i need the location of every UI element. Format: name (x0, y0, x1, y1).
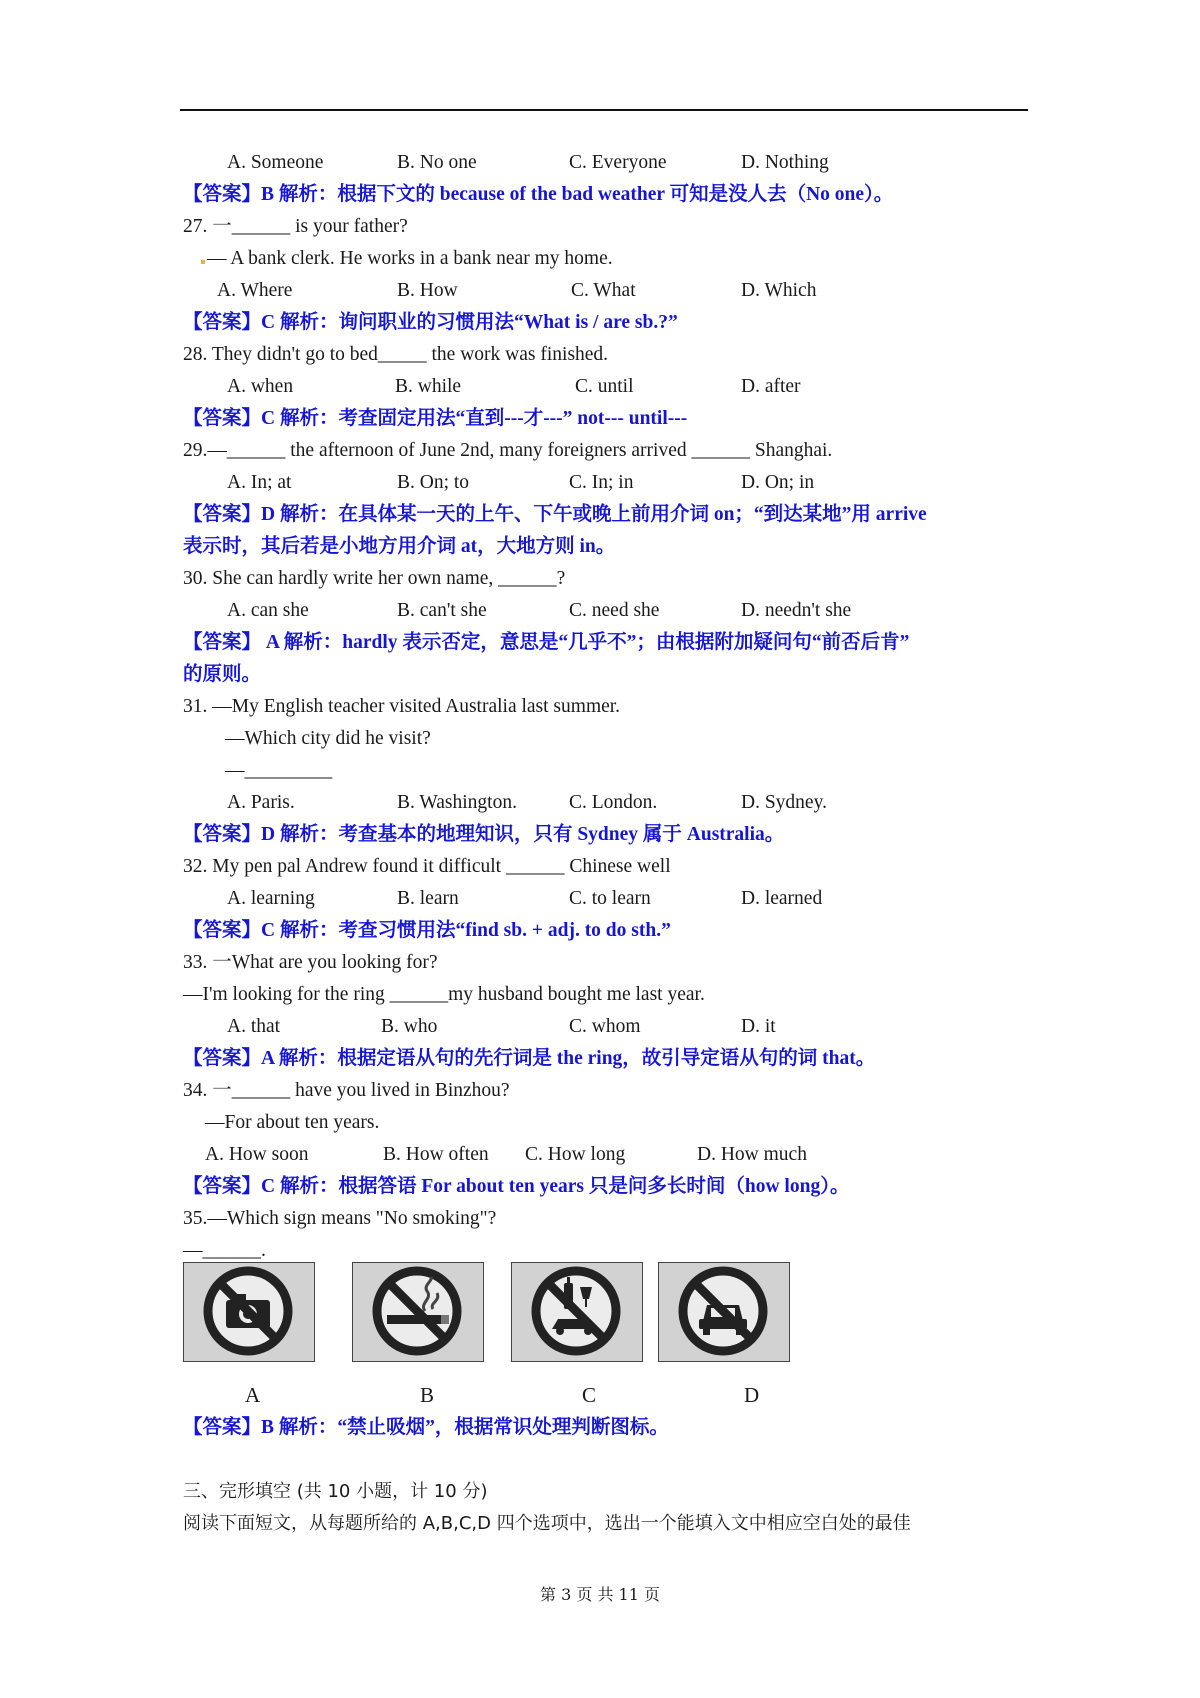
q33-option-d: D. it (741, 1016, 776, 1037)
q33-stem: 33. 一What are you looking for? (183, 952, 438, 973)
q31-option-d: D. Sydney. (741, 792, 827, 813)
q33-option-b: B. who (381, 1016, 438, 1037)
section3-heading: 三、完形填空 (共 10 小题，计 10 分) (183, 1481, 488, 1502)
q26-option-d: D. Nothing (741, 152, 829, 173)
q32-answer: 【答案】C 解析：考查习惯用法“find sb. + adj. to do sth.” (183, 920, 671, 941)
q33-reply: —I'm looking for the ring ______my husband bought me last year. (183, 984, 705, 1005)
q27-option-c: C. What (571, 280, 636, 301)
q31-line3: —_________ (225, 760, 333, 781)
q31-option-a: A. Paris. (227, 792, 295, 813)
no-smoking-sign-icon (352, 1262, 484, 1362)
q34-reply: —For about ten years. (205, 1112, 380, 1133)
q29-stem: 29.—______ the afternoon of June 2nd, many foreigners arrived ______ Shanghai. (183, 440, 833, 461)
sign-label-a: A (245, 1383, 261, 1407)
q32-stem: 32. My pen pal Andrew found it difficult ______ Chinese well (183, 856, 671, 877)
q26-answer: 【答案】B 解析：根据下文的 because of the bad weather 可知是没人去（No one）。 (183, 184, 894, 205)
q32-option-c: C. to learn (569, 888, 651, 909)
q28-option-b: B. while (395, 376, 462, 397)
q34-option-a: A. How soon (205, 1144, 309, 1165)
q30-option-c: C. need she (569, 600, 660, 621)
q33-option-a: A. that (227, 1016, 281, 1037)
q31-option-b: B. Washington. (397, 792, 517, 813)
q32-option-d: D. learned (741, 888, 823, 909)
section3-instruction: 阅读下面短文，从每题所给的 A,B,C,D 四个选项中，选出一个能填入文中相应空白处的最佳 (183, 1513, 911, 1534)
q29-answer-line1: 【答案】D 解析：在具体某一天的上午、下午或晚上前用介词 on；“到达某地”用 arrive (183, 504, 927, 525)
q28-option-a: A. when (227, 376, 294, 397)
q30-answer-line2: 的原则。 (183, 664, 262, 685)
sign-label-b: B (420, 1383, 435, 1407)
q33-option-c: C. whom (569, 1016, 641, 1037)
q34-option-b: B. How often (383, 1144, 489, 1165)
q29-option-c: C. In; in (569, 472, 634, 493)
q34-stem: 34. 一______ have you lived in Binzhou? (183, 1080, 510, 1101)
no-cars-sign-icon (658, 1262, 790, 1362)
q28-option-c: C. until (575, 376, 634, 397)
header-rule (180, 109, 1028, 111)
q34-option-d: D. How much (697, 1144, 807, 1165)
no-camera-sign-icon (183, 1262, 315, 1362)
q32-option-b: B. learn (397, 888, 459, 909)
q26-option-c: C. Everyone (569, 152, 667, 173)
q29-option-a: A. In; at (227, 472, 292, 493)
q29-option-b: B. On; to (397, 472, 470, 493)
q34-option-c: C. How long (525, 1144, 626, 1165)
no-drinking-driving-sign-icon (511, 1262, 643, 1362)
q35-reply: —______. (183, 1240, 266, 1261)
q30-option-b: B. can't she (397, 600, 487, 621)
q35-stem: 35.—Which sign means "No smoking"? (183, 1208, 497, 1229)
q33-answer: 【答案】A 解析：根据定语从句的先行词是 the ring，故引导定语从句的词 that。 (183, 1048, 876, 1069)
q27-answer: 【答案】C 解析：询问职业的习惯用法“What is / are sb.?” (183, 312, 678, 333)
q27-option-d: D. Which (741, 280, 817, 301)
page-footer: 第 3 页 共 11 页 (540, 1585, 660, 1604)
q26-option-b: B. No one (397, 152, 477, 173)
q30-answer-line1: 【答案】 A 解析：hardly 表示否定，意思是“几乎不”；由根据附加疑问句“前否后肯” (183, 632, 910, 653)
q35-answer: 【答案】B 解析：“禁止吸烟”，根据常识处理判断图标。 (183, 1417, 669, 1438)
q31-line2: —Which city did he visit? (225, 728, 431, 749)
bullet-dot (201, 260, 205, 264)
q31-answer: 【答案】D 解析：考查基本的地理知识，只有 Sydney 属于 Australia。 (183, 824, 785, 845)
q30-stem: 30. She can hardly write her own name, ______? (183, 568, 566, 589)
q27-option-b: B. How (397, 280, 458, 301)
q27-stem: 27. 一______ is your father? (183, 216, 408, 237)
q31-option-c: C. London. (569, 792, 658, 813)
q27-reply: — A bank clerk. He works in a bank near my home. (207, 248, 613, 269)
q28-stem: 28. They didn't go to bed_____ the work was finished. (183, 344, 609, 365)
sign-label-d: D (744, 1383, 760, 1407)
sign-label-c: C (582, 1383, 597, 1407)
q32-option-a: A. learning (227, 888, 315, 909)
q30-option-d: D. needn't she (741, 600, 852, 621)
q30-option-a: A. can she (227, 600, 309, 621)
q29-option-d: D. On; in (741, 472, 815, 493)
q26-option-a: A. Someone (227, 152, 324, 173)
q34-answer: 【答案】C 解析：根据答语 For about ten years 只是问多长时间（how long）。 (183, 1176, 850, 1197)
q31-stem: 31. —My English teacher visited Australia last summer. (183, 696, 621, 717)
q29-answer-line2: 表示时，其后若是小地方用介词 at，大地方则 in。 (183, 536, 616, 557)
q28-option-d: D. after (741, 376, 801, 397)
q28-answer: 【答案】C 解析：考查固定用法“直到---才---” not--- until--- (183, 408, 688, 429)
q27-option-a: A. Where (217, 280, 293, 301)
